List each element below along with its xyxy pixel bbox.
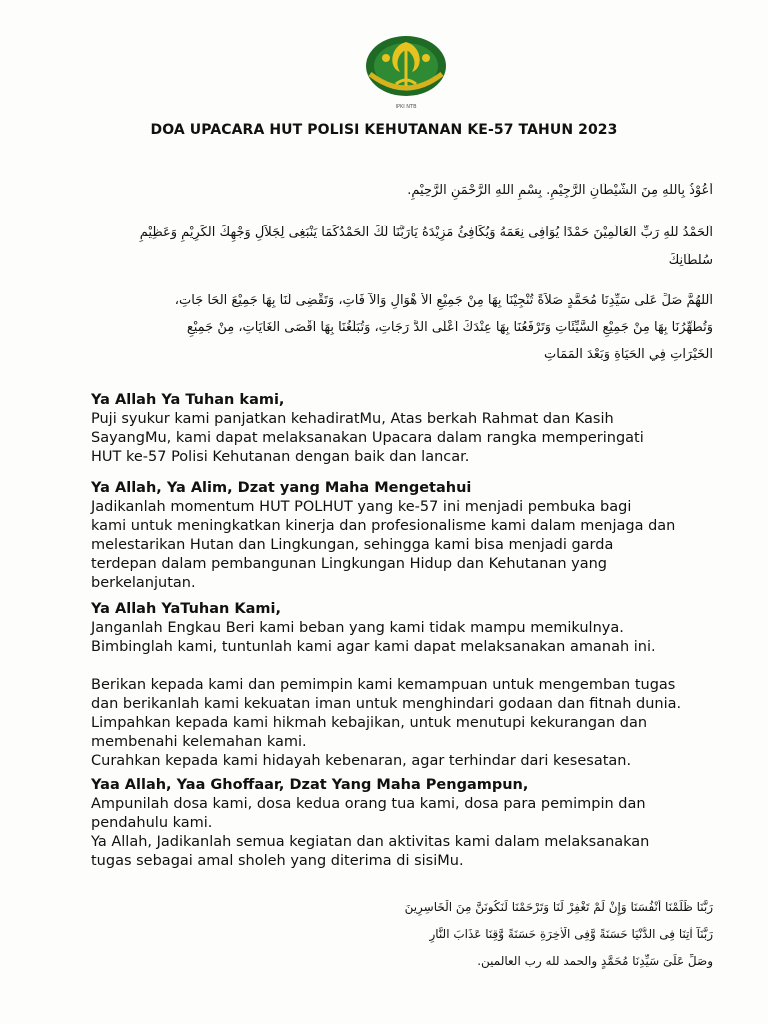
section-line: dan berikanlah kami kekuatan iman untuk menghindari godaan dan fitnah dunia. <box>91 696 682 712</box>
section-line: Bimbinglah kami, tuntunlah kami agar kami dapat melaksanakan amanah ini. <box>91 639 656 655</box>
page-title: DOA UPACARA HUT POLISI KEHUTANAN KE-57 TAHUN 2023 <box>150 122 618 138</box>
arabic-opening <box>150 183 713 207</box>
section-line: Curahkan kepada kami hidayah kebenaran, agar terhindar dari kesesatan. <box>91 753 632 769</box>
arabic-closing-line-3: وصَلِّ عَلَىَ سَيِّدِنَا مُحَمَّدٍ والحمد لله رب العالمين. <box>477 954 713 968</box>
arabic-opening-line-2: اَلْحَمْدُ للهِ رَبِّ اْلعَالَمِيْنَ حَمْدًا يُوَافِى نِعَمَهُ وَيُكَافِئُ مَزِيْدَهُ يَارَبَّنَا لَكَ الْحَمْدُكَمَا يَنْبَغِى لِجَلاَلِ وَجْهِكَ الْكَرِيْمِ وَعَظِيْمِ <box>139 225 713 240</box>
section-line: Ampunilah dosa kami, dosa kedua orang tua kami, dosa para pemimpin dan <box>91 796 646 812</box>
section-line: terdepan dalam pembangunan Lingkungan Hidup dan Kehutanan yang <box>91 556 608 572</box>
arabic-opening-line-3: سُلْطَانِكَ <box>668 253 713 268</box>
section-line: Limpahkan kepada kami hikmah kebajikan, untuk menutupi kekurangan dan <box>91 715 648 731</box>
section-line: Puji syukur kami panjatkan kehadiratMu, Atas berkah Rahmat dan Kasih <box>91 411 614 427</box>
section-line: HUT ke-57 Polisi Kehutanan dengan baik dan lancar. <box>91 449 470 465</box>
section-line: membenahi kelemahan kami. <box>91 734 307 750</box>
section-line: Ya Allah, Jadikanlah semua kegiatan dan aktivitas kami dalam melaksanakan <box>91 834 650 850</box>
arabic-hamdalah <box>58 225 713 277</box>
prayer-section-4 <box>91 776 716 871</box>
arabic-closing-line-1: رَبَّنَا ظَلَمْنَا أَنْفُسَنَا وَإِنْ لَمْ تَغْفِرْ لَنَا وَتَرْحَمْنَا لَنَكُونَنَّ مِنَ الْخَاسِرِينَ <box>404 900 713 914</box>
section-line: Berikan kepada kami dan pemimpin kami kemampuan untuk mengemban tugas <box>91 677 676 693</box>
section-line: Jadikanlah momentum HUT POLHUT yang ke-57 ini menjadi pembuka bagi <box>91 499 632 515</box>
section-line: Janganlah Engkau Beri kami beban yang kami tidak mampu memikulnya. <box>91 620 624 636</box>
section-line: pendahulu kami. <box>91 815 213 831</box>
arabic-opening-line-1: أَعُوْذُ بِاللهِ مِنَ الشَّيْطَانِ الرَّجِيْمِ. بِسْمِ اللهِ الرَّحْمَنِ الرَّحِيْمِ. <box>407 183 713 198</box>
arabic-closing <box>330 900 713 978</box>
arabic-salawat-line-1: اَللَّهُمَّ صَلِّ عَلَى سَيِّدِنَا مُحَمَّدٍ صَلاَةً تُنْجِيْنَا بِهَا مِنْ جَمِيْعِ اْلأَ هْوَالِ وَاْلآ فَاتِ، وَتَقْضِى لَنَا بِهَا جَمِيْعَ الْحَا جَاتِ، <box>174 293 713 308</box>
prayer-section-1 <box>91 391 716 467</box>
section-heading: Ya Allah Ya Tuhan kami, <box>91 392 285 408</box>
section-heading: Yaa Allah, Yaa Ghoffaar, Dzat Yang Maha Pengampun, <box>91 777 529 793</box>
prayer-section-2 <box>91 479 716 593</box>
arabic-closing-line-2: رَبَّنَآ اٰتِنَا فِى الدُّنْيَا حَسَنَةً وَّفِى الْاٰخِرَةِ حَسَنَةً وَّقِنَا عَذَابَ النَّارِ <box>429 927 713 941</box>
forestry-emblem-logo <box>360 28 452 112</box>
section-heading: Ya Allah YaTuhan Kami, <box>91 601 281 617</box>
arabic-salawat <box>58 293 713 371</box>
section-line: melestarikan Hutan dan Lingkungan, sehingga kami bisa menjadi garda <box>91 537 614 553</box>
section-line: kami untuk meningkatkan kinerja dan profesionalisme kami dalam menjaga dan <box>91 518 676 534</box>
arabic-salawat-line-3: الْخَيْرَاتِ فِي الْحَيَاةِ وَبَعْدَ الْمَمَاتِ <box>544 347 713 362</box>
section-line: tugas sebagai amal sholeh yang diterima di sisiMu. <box>91 853 464 869</box>
section-heading: Ya Allah, Ya Alim, Dzat yang Maha Mengetahui <box>91 480 472 496</box>
logo-caption: IPKI NTB <box>395 104 417 110</box>
prayer-section-3 <box>91 600 716 771</box>
section-line: berkelanjutan. <box>91 575 196 591</box>
arabic-salawat-line-2: وَتُطَهِّرُنَا بِهَا مِنْ جَمِيْعِ السَّيِّئَاتِ وَتَرْفَعُنَا بِهَا عِنْدَكَ اَعْلَى الدَّ رَجَاتِ، وَتُبَلِّغُنَا بِهَا اَقْصَى الْغَايَاتِ، مِنْ جَمِيْعِ <box>186 320 713 335</box>
section-line: SayangMu, kami dapat melaksanakan Upacara dalam rangka memperingati <box>91 430 644 446</box>
